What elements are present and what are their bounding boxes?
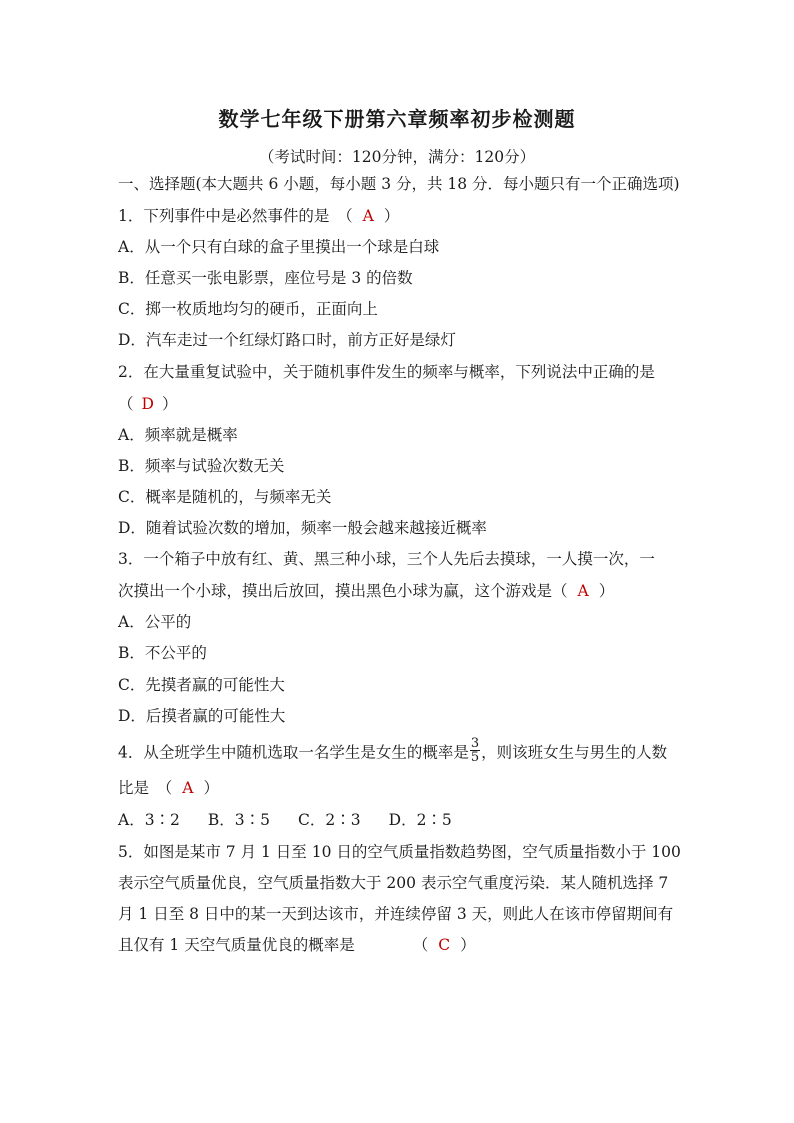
- question-3-option-d: D．后摸者赢的可能性大: [118, 707, 286, 725]
- question-1-option-b: B．任意买一张电影票，座位号是 3 的倍数: [118, 269, 413, 287]
- question-4-option-a: A．3∶2: [118, 811, 180, 829]
- question-3-answer: A: [577, 582, 589, 600]
- question-5-close: ）: [460, 936, 476, 954]
- question-2-option-d: D．随着试验次数的增加，频率一般会越来越接近概率: [118, 519, 487, 537]
- question-2-option-b: B．频率与试验次数无关: [118, 457, 285, 475]
- fraction: [470, 737, 480, 764]
- question-4-option-c: C．2∶3: [298, 811, 361, 829]
- question-4-answer-line: [118, 778, 683, 798]
- question-5-open: （: [412, 936, 429, 954]
- question-4-options: [118, 810, 683, 830]
- question-5-answer: C: [438, 936, 451, 954]
- question-1-text: 1．下列事件中是必然事件的是 （: [118, 207, 353, 225]
- question-4-text2: 比是 （: [118, 779, 173, 797]
- question-3-text2: 次摸出一个小球，摸出后放回，摸出黑色小球为赢，这个游戏是（: [118, 582, 568, 600]
- question-4-answer: A: [182, 779, 194, 797]
- question-3-option-a: A．公平的: [118, 613, 192, 631]
- question-3-close: ）: [598, 582, 615, 600]
- question-4-close: ）: [203, 779, 219, 797]
- question-1-stem: [118, 206, 683, 226]
- question-5-line-3: 月 1 日至 8 日中的某一天到达该市，并连续停留 3 天，则此人在该市停留期间有: [118, 905, 674, 923]
- question-5-text: 且仅有 1 天空气质量优良的概率是: [118, 936, 355, 954]
- question-2-close: ）: [161, 395, 178, 413]
- question-1-option-c: C．掷一枚质地均匀的硬币，正面向上: [118, 300, 378, 318]
- question-3-option-b: B．不公平的: [118, 644, 207, 662]
- question-2-answer-line: [118, 394, 683, 414]
- question-4-stem: [118, 736, 683, 767]
- question-2-stem: 2．在大量重复试验中，关于随机事件发生的频率与概率，下列说法中正确的是: [118, 363, 655, 381]
- question-4-text-after: ，则该班女生与男生的人数: [481, 743, 668, 762]
- section-heading: 一、选择题(本大题共 6 小题，每小题 3 分，共 18 分．每小题只有一个正确选项): [118, 175, 680, 193]
- question-3-answer-line: [118, 581, 683, 601]
- question-5-line-1: 5．如图是某市 7 月 1 日至 10 日的空气质量指数趋势图，空气质量指数小于 100: [118, 843, 681, 861]
- page-title: 数学七年级下册第六章频率初步检测题: [218, 107, 576, 131]
- question-1-close: ）: [383, 207, 400, 225]
- question-4-text: 4．从全班学生中随机选取一名学生是女生的概率是: [118, 743, 469, 762]
- exam-info: （考试时间：120分钟，满分：120分）: [258, 148, 536, 166]
- fraction-numerator: 3: [470, 736, 480, 751]
- question-5-line-4: [118, 935, 683, 955]
- question-2-open: （: [118, 395, 134, 413]
- question-5-line-2: 表示空气质量优良，空气质量指数大于 200 表示空气重度污染．某人随机选择 7: [118, 874, 669, 892]
- question-4-option-b: B．3∶5: [207, 811, 271, 829]
- question-3-option-c: C．先摸者赢的可能性大: [118, 676, 285, 694]
- question-1-option-d: D．汽车走过一个红绿灯路口时，前方正好是绿灯: [118, 331, 456, 349]
- question-1-option-a: A．从一个只有白球的盒子里摸出一个球是白球: [118, 238, 440, 256]
- fraction-denominator: 5: [470, 750, 480, 765]
- question-2-answer: D: [141, 395, 154, 413]
- question-2-option-c: C．概率是随机的，与频率无关: [118, 488, 332, 506]
- question-3-stem: 3．一个箱子中放有红、黄、黑三种小球，三个人先后去摸球，一人摸一次，一: [118, 550, 655, 568]
- question-4-option-d: D．2∶5: [388, 811, 452, 829]
- question-2-option-a: A．频率就是概率: [118, 426, 238, 444]
- question-1-answer: A: [362, 207, 374, 225]
